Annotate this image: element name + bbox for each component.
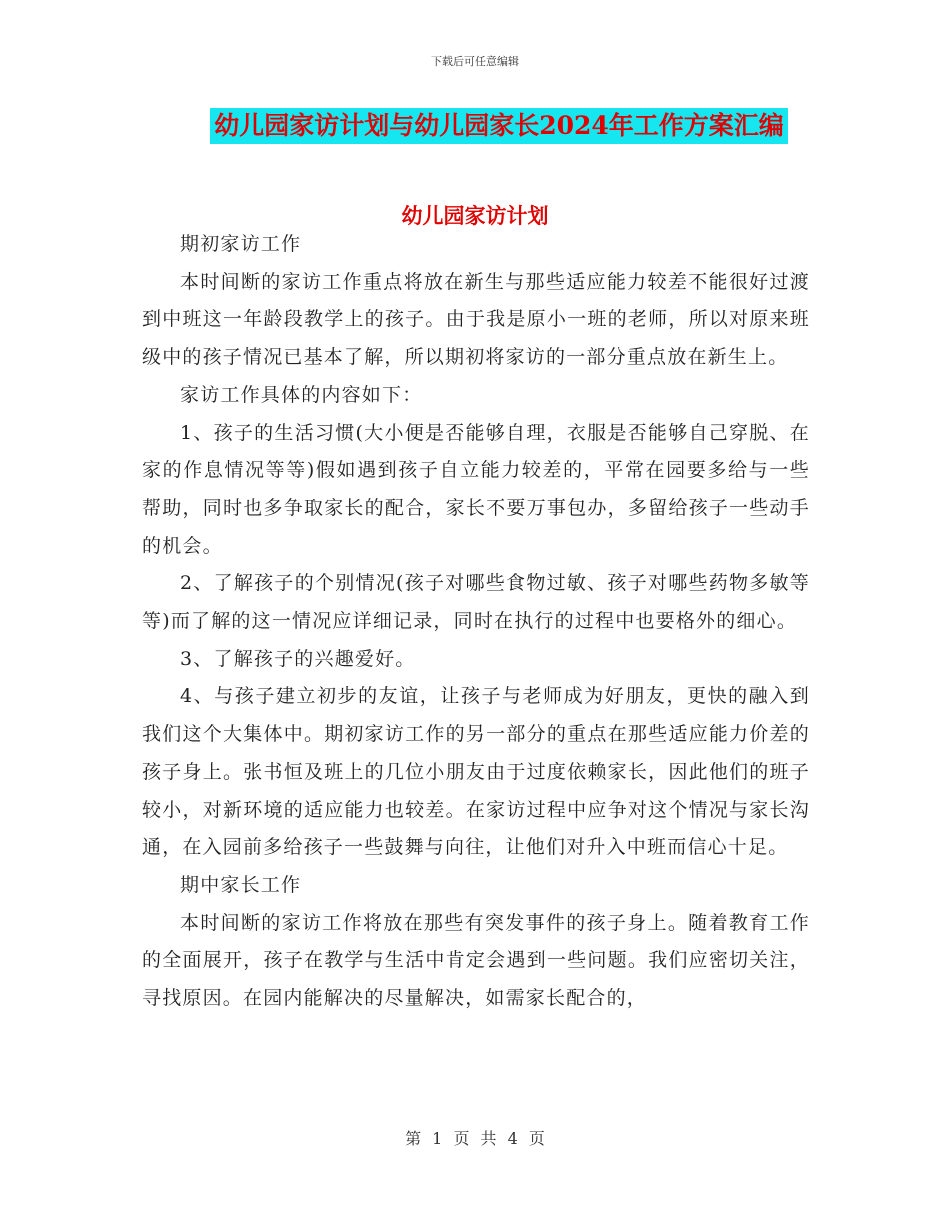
header-note: 下载后可任意编辑 bbox=[431, 55, 519, 68]
page-footer: 第 1 页 共 4 页 bbox=[405, 1129, 545, 1148]
document-title: 幼儿园家访计划与幼儿园家长2024年工作方案汇编 bbox=[210, 108, 788, 144]
paragraph-heading: 期初家访工作 bbox=[180, 233, 302, 255]
paragraph: 1、孩子的生活习惯(大小便是否能够自理，衣服是否能够自己穿脱、在家的作息情况等等)假如遇到孩子自立能力较差的，平常在园要多给与一些帮助，同时也多争取家长的配合，家长不要万事包办，多留给孩子一些动手的机会。 bbox=[142, 421, 810, 557]
body-text bbox=[142, 226, 810, 1018]
paragraph-heading: 期中家长工作 bbox=[180, 873, 302, 896]
paragraph: 家访工作具体的内容如下： bbox=[180, 383, 423, 406]
document-title-wrap bbox=[0, 108, 950, 144]
paragraph: 本时间断的家访工作将放在那些有突发事件的孩子身上。随着教育工作的全面展开，孩子在教学与生活中肯定会遇到一些问题。我们应密切关注，寻找原因。在园内能解决的尽量解决，如需家长配合的， bbox=[142, 911, 810, 1010]
paragraph: 3、了解孩子的兴趣爱好。 bbox=[180, 647, 416, 670]
paragraph: 2、了解孩子的个别情况(孩子对哪些食物过敏、孩子对哪些药物多敏等等)而了解的这一情况应详细记录，同时在执行的过程中也要格外的细心。 bbox=[142, 572, 810, 633]
section-title: 幼儿园家访计划 bbox=[401, 203, 549, 228]
paragraph: 4、与孩子建立初步的友谊，让孩子与老师成为好朋友，更快的融入到我们这个大集体中。期初家访工作的另一部分的重点在那些适应能力价差的孩子身上。张书恒及班上的几位小朋友由于过度依赖家长，因此他们的班子较小，对新环境的适应能力也较差。在家访过程中应争对这个情况与家长沟通，在入园前多给孩子一些鼓舞与向往，让他们对升入中班而信心十足。 bbox=[142, 685, 810, 859]
paragraph: 本时间断的家访工作重点将放在新生与那些适应能力较差不能很好过渡到中班这一年龄段教学上的孩子。由于我是原小一班的老师，所以对原来班级中的孩子情况已基本了解，所以期初将家访的一部分重点放在新生上。 bbox=[142, 270, 810, 369]
